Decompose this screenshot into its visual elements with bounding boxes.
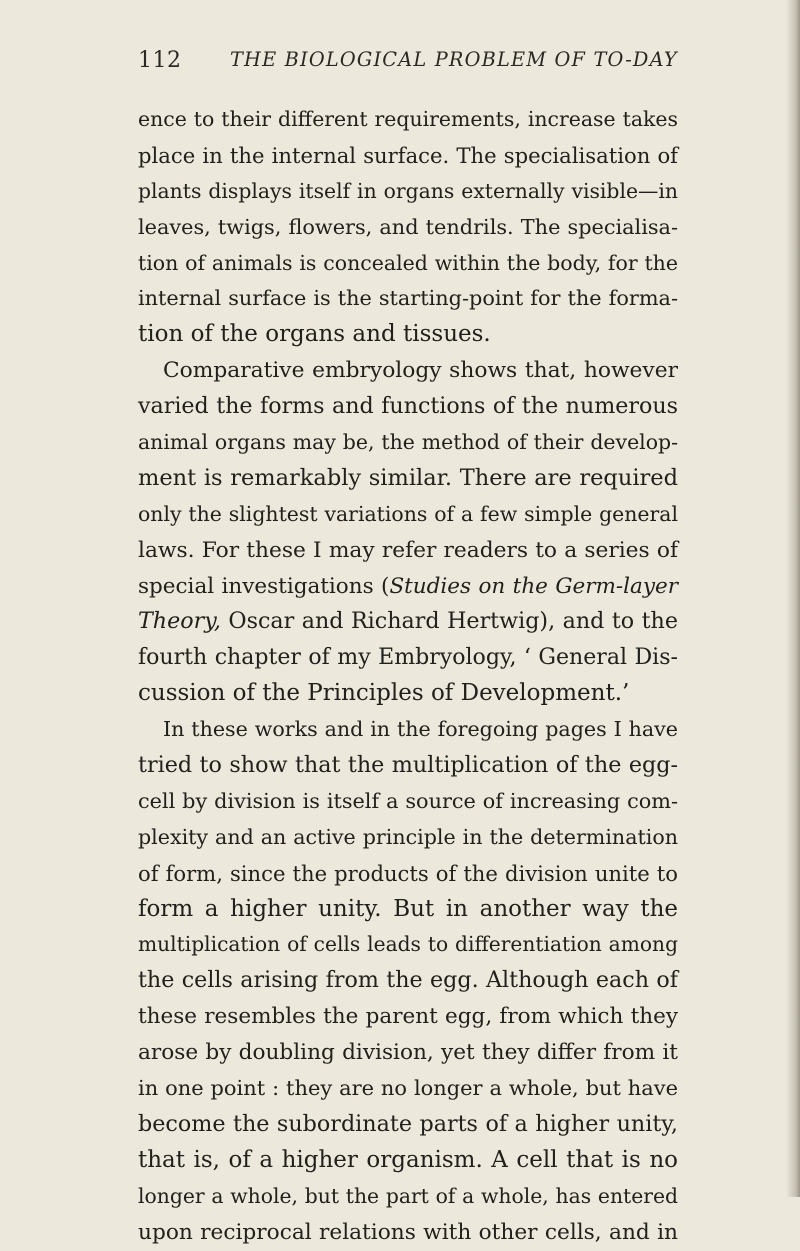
text-line bbox=[138, 604, 678, 640]
page-number: 112 bbox=[138, 48, 182, 73]
text-line: In these works and in the foregoing pages I have bbox=[163, 717, 678, 742]
text-line: Comparative embryology shows that, however bbox=[163, 358, 678, 384]
text-line: varied the forms and functions of the numerous bbox=[138, 393, 678, 420]
text-line: of form, since the products of the division unite to bbox=[138, 860, 678, 886]
body-text bbox=[138, 102, 678, 1251]
italic-title: Theory, bbox=[138, 608, 221, 635]
text-line: animal organs may be, the method of their develop- bbox=[138, 430, 678, 455]
text-line: the cells arising from the egg. Although each of bbox=[138, 967, 678, 994]
text-line: internal surface is the starting-point for the forma- bbox=[138, 286, 678, 311]
text-segment: special investigations ( bbox=[138, 573, 390, 599]
text-line: upon reciprocal relations with other cells, and in bbox=[138, 1219, 678, 1245]
text-line: tried to show that the multiplication of the egg- bbox=[138, 752, 678, 779]
text-line: fourth chapter of my Embryology, ‘ General Dis- bbox=[138, 645, 678, 671]
text-line: arose by doubling division, yet they differ from it bbox=[138, 1040, 678, 1066]
text-line: cussion of the Principles of Development.’ bbox=[138, 680, 630, 707]
text-line: leaves, twigs, flowers, and tendrils. The specialisa- bbox=[138, 214, 678, 239]
text-line: place in the internal surface. The specialisation of bbox=[138, 142, 678, 168]
text-line: laws. For these I may refer readers to a series of bbox=[138, 537, 678, 563]
text-line: in one point : they are no longer a whole, but have bbox=[138, 1076, 678, 1101]
text-line: tion of the organs and tissues. bbox=[138, 321, 491, 348]
running-header bbox=[138, 48, 678, 82]
text-line: these resembles the parent egg, from which they bbox=[138, 1004, 678, 1030]
text-line: become the subordinate parts of a higher unity, bbox=[138, 1110, 678, 1137]
text-line: that is, of a higher organism. A cell that is no bbox=[138, 1146, 678, 1173]
text-line: tion of animals is concealed within the body, for the bbox=[138, 250, 678, 275]
text-line: form a higher unity. But in another way the bbox=[138, 895, 678, 922]
text-line: ence to their different requirements, increase takes bbox=[138, 107, 678, 131]
text-line: ment is remarkably similar. There are required bbox=[138, 464, 678, 491]
text-line: multiplication of cells leads to differentiation among bbox=[138, 932, 678, 957]
text-line bbox=[138, 569, 678, 605]
text-line: plants displays itself in organs externally visible—in bbox=[138, 178, 678, 203]
text-line: cell by division is itself a source of increasing com- bbox=[138, 788, 678, 813]
text-line: longer a whole, but the part of a whole, has entered bbox=[138, 1183, 678, 1208]
running-title: THE BIOLOGICAL PROBLEM OF TO-DAY bbox=[230, 48, 678, 71]
text-line: plexity and an active principle in the determination bbox=[138, 824, 678, 849]
italic-title: Studies on the Germ-layer bbox=[389, 573, 678, 599]
text-line: only the slightest variations of a few simple general bbox=[138, 501, 678, 526]
text-segment: Oscar and Richard Hertwig), and to the bbox=[220, 608, 678, 635]
page-edge-shadow bbox=[786, 0, 800, 1197]
